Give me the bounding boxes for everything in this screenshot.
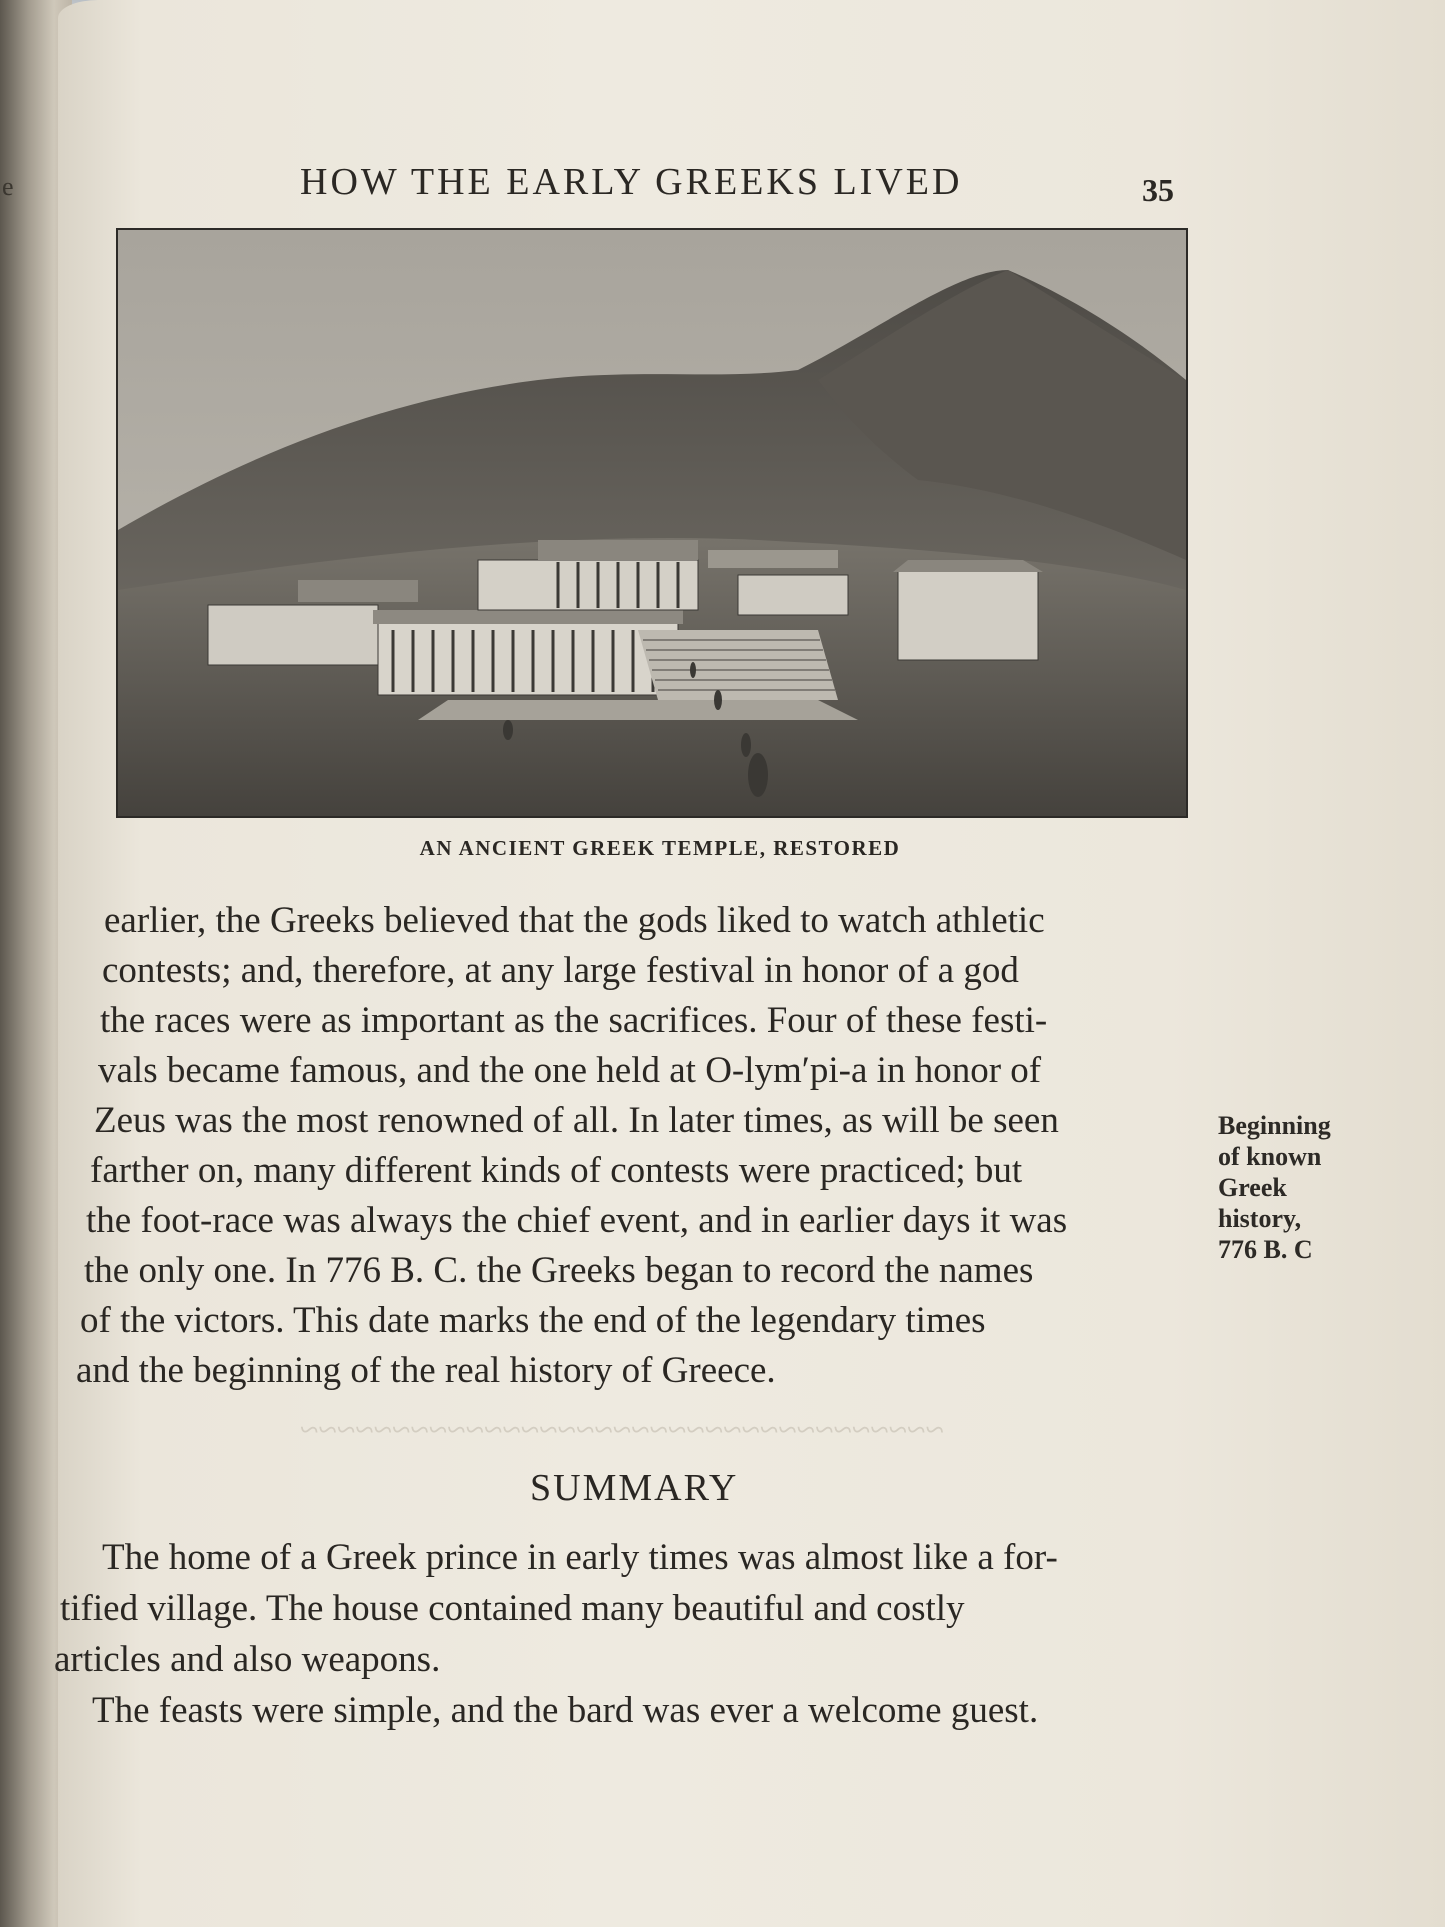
text-line: Zeus was the most renowned of all. In later times, as will be seen <box>94 1100 1059 1141</box>
margin-note-line: of known <box>1218 1142 1322 1171</box>
text-line: the races were as important as the sacrifices. Four of these festi- <box>100 1000 1048 1041</box>
temple-engraving <box>118 230 1186 816</box>
temple-illustration <box>116 228 1188 818</box>
text-line: farther on, many different kinds of contests were practiced; but <box>90 1150 1023 1191</box>
show-through-text: ~~~~~~~~~~~~~~~~~~~~~~~~~~~~~~~~~~~ <box>300 1412 944 1449</box>
summary-line: The home of a Greek prince in early times was almost like a for- <box>102 1537 1058 1578</box>
summary-line: tified village. The house contained many beautiful and costly <box>60 1588 965 1629</box>
summary-line: articles and also weapons. <box>54 1639 441 1680</box>
margin-note-line: Beginning <box>1218 1111 1331 1140</box>
text-line: earlier, the Greeks believed that the gods liked to watch athletic <box>104 900 1045 941</box>
running-head: HOW THE EARLY GREEKS LIVED <box>300 161 963 203</box>
summary-paragraph <box>54 1532 1234 1736</box>
text-line: of the victors. This date marks the end of the legendary times <box>80 1300 986 1341</box>
margin-note-line: 776 B. C <box>1218 1235 1313 1264</box>
text-line: contests; and, therefore, at any large festival in honor of a god <box>102 950 1019 991</box>
page-number: 35 <box>1142 172 1174 208</box>
margin-note <box>1218 1110 1408 1265</box>
section-heading-summary: SUMMARY <box>530 1467 739 1509</box>
text-line: and the beginning of the real history of Greece. <box>76 1350 776 1391</box>
figure-caption: AN ANCIENT GREEK TEMPLE, RESTORED <box>419 836 901 860</box>
text-line: the foot-race was always the chief event, and in earlier days it was <box>86 1200 1068 1241</box>
text-line: vals became famous, and the one held at O-lym′pi-a in honor of <box>98 1050 1042 1091</box>
text-line: the only one. In 776 B. C. the Greeks began to record the names <box>84 1250 1034 1291</box>
margin-note-line: history, <box>1218 1204 1302 1233</box>
margin-note-line: Greek <box>1218 1173 1287 1202</box>
summary-line: The feasts were simple, and the bard was ever a welcome guest. <box>92 1690 1039 1731</box>
body-paragraph <box>72 896 1202 1396</box>
facing-page-letter-fragment: e <box>2 172 14 201</box>
